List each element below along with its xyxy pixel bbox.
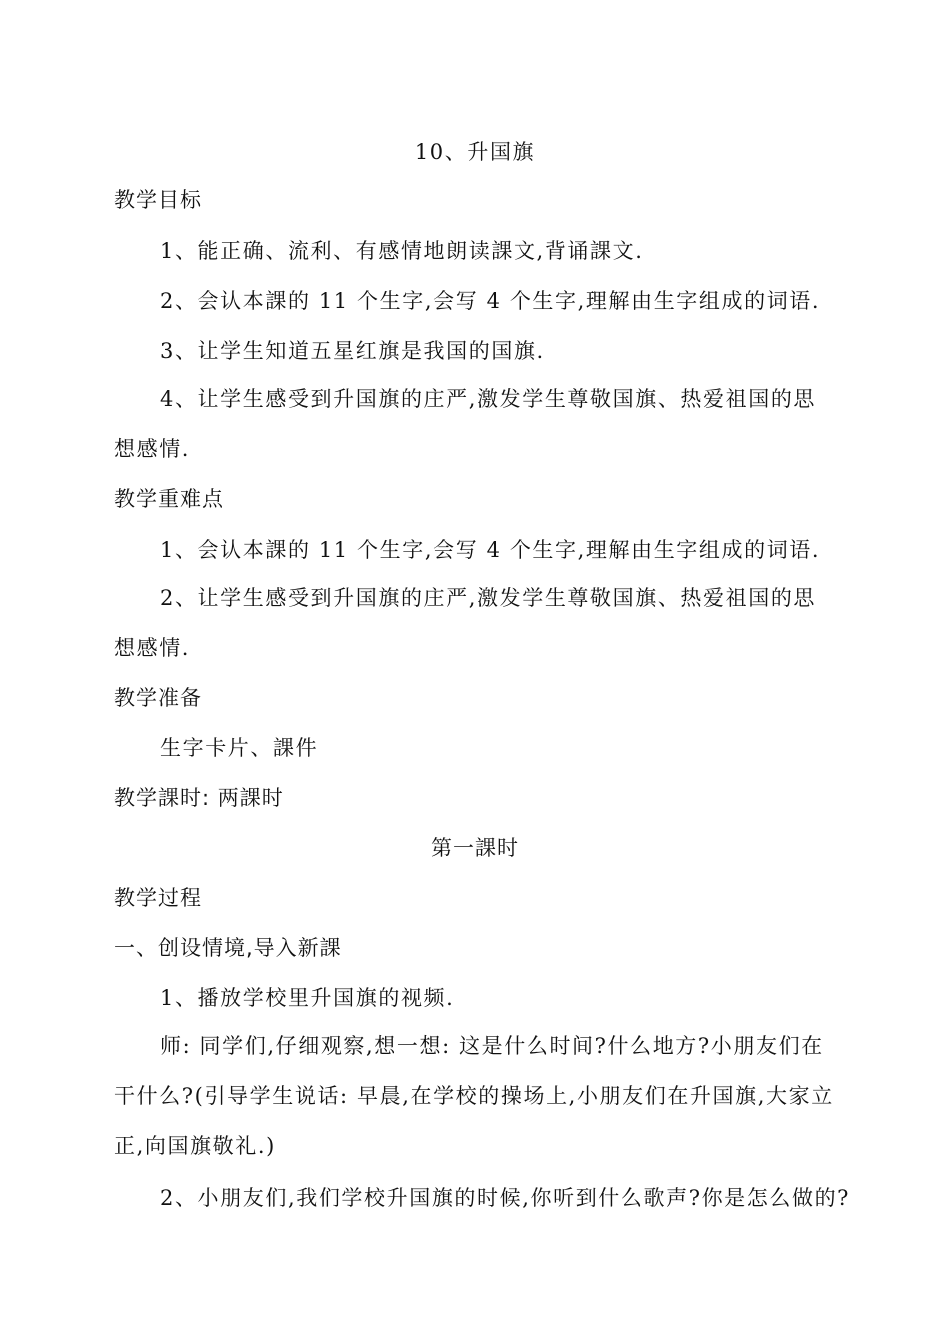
teacher-dialogue: 师: 同学们,仔细观察,想一想: 这是什么时间?什么地方?小朋友们在干什么?(引导学生说话: 早晨,在学校的操场上,小朋友们在升国旗,大家立正,向国旗敬礼.) — [114, 1034, 834, 1158]
goal-item-2: 2、会认本課的 11 个生字,会写 4 个生字,理解由生字组成的词语. — [160, 289, 821, 313]
goal-item-4: 4、让学生感受到升国旗的庄严,激发学生尊敬国旗、热爱祖国的思想感情. — [114, 387, 817, 461]
goal-item-1: 1、能正确、流利、有感情地朗读課文,背诵課文. — [160, 239, 644, 263]
key-points-heading: 教学重难点 — [114, 487, 224, 511]
key-point-item-1: 1、会认本課的 11 个生字,会写 4 个生字,理解由生字组成的词语. — [160, 538, 821, 562]
lesson-hours: 教学課时: 两課时 — [114, 786, 284, 810]
key-point-item-2: 2、让学生感受到升国旗的庄严,激发学生尊敬国旗、热爱祖国的思想感情. — [114, 586, 817, 660]
process-heading: 教学过程 — [114, 886, 202, 910]
process-step-2: 2、小朋友们,我们学校升国旗的时候,你听到什么歌声?你是怎么做的? — [160, 1186, 851, 1210]
page-title: 10、升国旗 — [414, 140, 536, 164]
preparation-heading: 教学准备 — [114, 686, 202, 710]
goals-heading: 教学目标 — [114, 188, 202, 212]
process-step-1: 1、播放学校里升国旗的视频. — [160, 986, 455, 1010]
lesson-title: 第一課时 — [431, 836, 519, 860]
preparation-content: 生字卡片、課件 — [160, 736, 319, 760]
goal-item-3: 3、让学生知道五星红旗是我国的国旗. — [160, 339, 545, 363]
part-one-heading: 一、创设情境,导入新課 — [114, 936, 342, 960]
